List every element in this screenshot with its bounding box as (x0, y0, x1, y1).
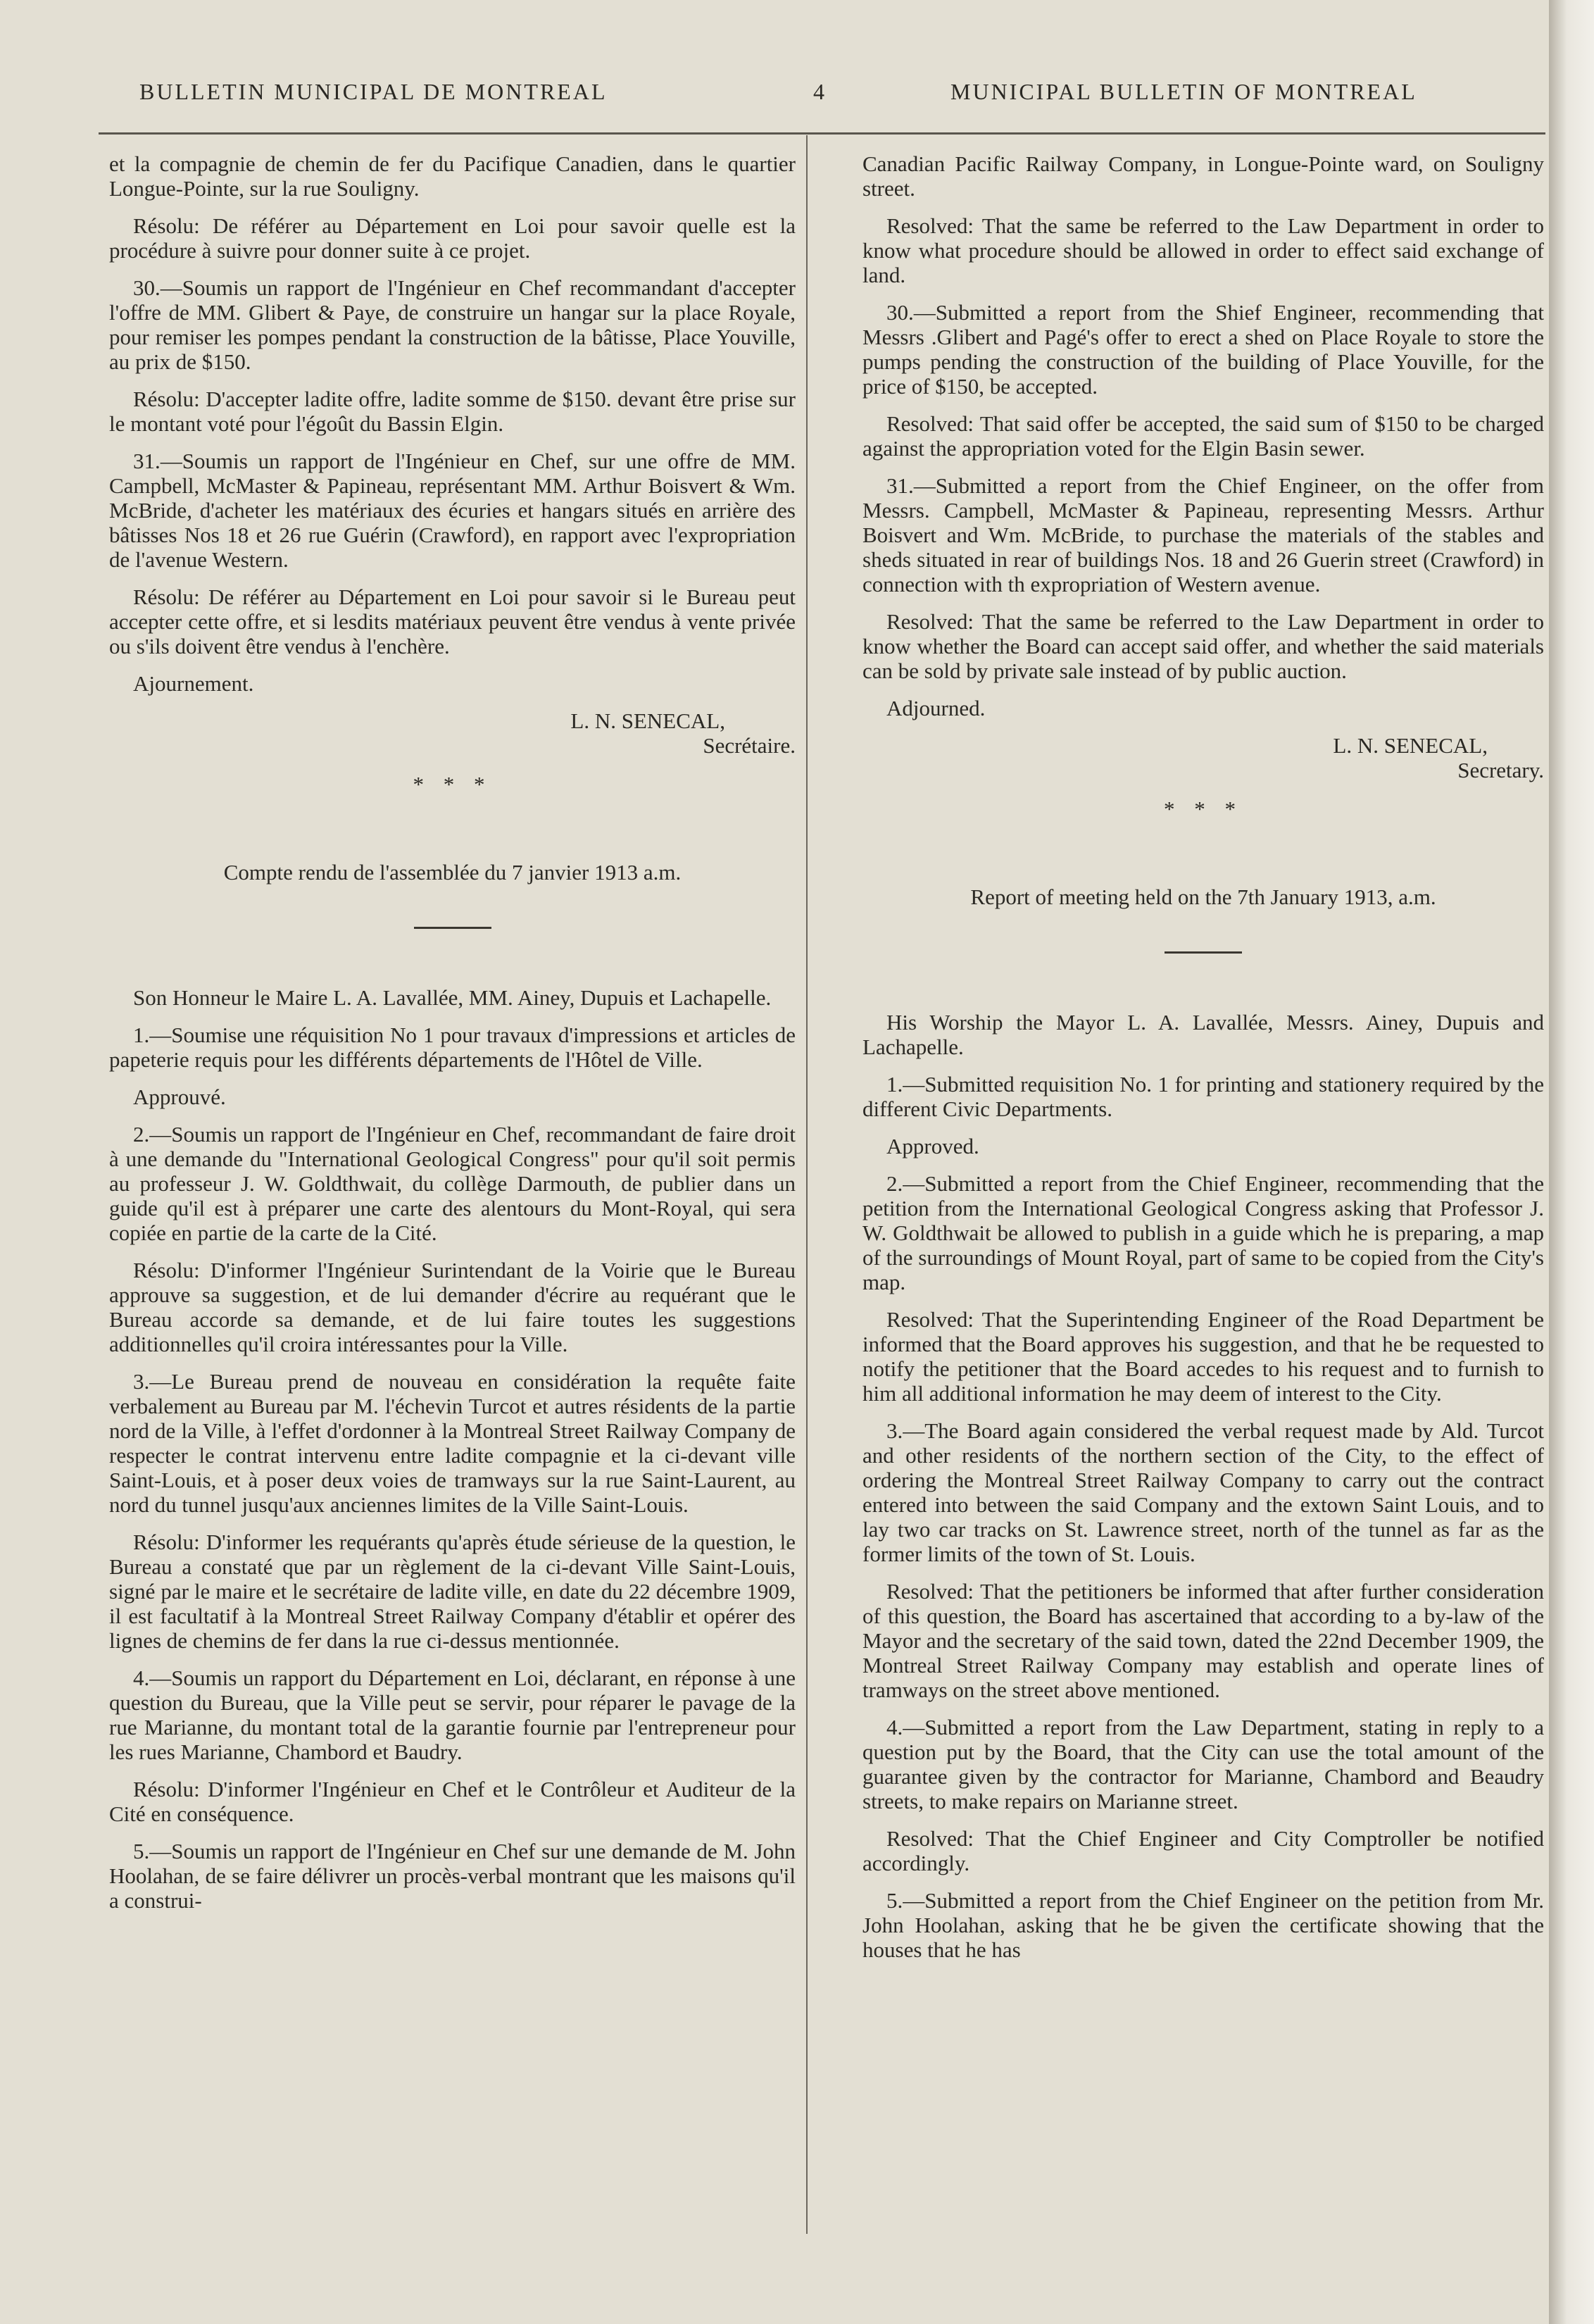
item-2: 2.—Submitted a report from the Chief Engineer, recommending that the petition from the International Geological Congress asking that Professor J. W. Goldthwait be allowed to publish in a guide which he is preparing, a map of the surroundings of Mount Royal, part of same to be copied from the City's map. (862, 1171, 1544, 1294)
item-4: 4.—Soumis un rapport du Département en Loi, déclarant, en réponse à une question du Bureau, que la Ville peut se servir, pour réparer le pavage de la rue Marianne, du montant total de la garantie fournie par l'entrepreneur pour les rues Marianne, Chambord et Baudry. (109, 1666, 796, 1764)
paragraph: Résolu: D'accepter ladite offre, ladite somme de $150. devant être prise sur le montant voté pour l'égoût du Bassin Elgin. (109, 387, 796, 436)
item-1-resolution: Approved. (886, 1134, 979, 1158)
paragraph: Résolu: De référer au Département en Loi pour savoir si le Bureau peut accepter cette offre, et si lesdits matériaux peuvent être vendus à vente privée ou s'ils doivent être vendus à l'enchère. (109, 585, 796, 658)
signature-title: Secrétaire. (703, 733, 796, 758)
header-french-title: BULLETIN MUNICIPAL DE MONTREAL (139, 79, 608, 104)
attendance: Son Honneur le Maire L. A. Lavallée, MM. Ainey, Dupuis et Lachapelle. (133, 985, 772, 1010)
header-english-title: MUNICIPAL BULLETIN OF MONTREAL (950, 79, 1417, 104)
page-number: 4 (813, 79, 827, 104)
paragraph: Resolved: That said offer be accepted, the said sum of $150 to be charged against the appropriation voted for the Elgin Basin sewer. (862, 411, 1544, 461)
title-rule (1165, 951, 1242, 954)
paragraph: 31.—Soumis un rapport de l'Ingénieur en Chef, sur une offre de MM. Campbell, McMaster & Papineau, représentant MM. Arthur Boisvert & Wm. McBride, d'acheter les matériaux des écuries et hangars situés en arrière des bâtisses Nos 18 et 26 rue Guérin (Crawford), en rapport avec l'expropriation de l'avenue Western. (109, 449, 796, 572)
column-divider (806, 135, 808, 2234)
signature-name: L. N. SENECAL, (1333, 733, 1488, 758)
adjournment: Ajournement. (133, 671, 254, 696)
paragraph: Resolved: That the same be referred to the Law Department in order to know what procedure should be allowed in order to effect said exchange of land. (862, 213, 1544, 287)
paragraph: 30.—Submitted a report from the Shief Engineer, recommending that Messrs .Glibert and Pagé's offer to erect a shed on Place Royale to store the pumps pending the construction of the building of Place Youville, for the price of $150, be accepted. (862, 300, 1544, 399)
item-3: 3.—The Board again considered the verbal request made by Ald. Turcot and other residents of the northern section of the City, to the effect of ordering the Montreal Street Railway Company to carry out the contract entered into between the said Company and the extown Saint Louis, and to lay two car tracks on St. Lawrence street, north of the tunnel as far as the former limits of the town of St. Louis. (862, 1418, 1544, 1566)
item-2-resolution: Résolu: D'informer l'Ingénieur Surintendant de la Voirie que le Bureau approuve sa suggestion, et de lui demander d'écrire au requérant que le Bureau accorde sa demande, et de lui faire toutes les suggestions additionnelles qu'il croira intéressantes pour la Ville. (109, 1258, 796, 1356)
paragraph: Resolved: That the same be referred to the Law Department in order to know whether the Board can accept said offer, and whether the said materials can be sold by private sale instead of by public auction. (862, 609, 1544, 683)
french-column (109, 151, 796, 1925)
header-rule (99, 132, 1545, 135)
meeting-report-title: Compte rendu de l'assemblée du 7 janvier 1913 a.m. (223, 860, 682, 885)
title-rule (414, 927, 491, 929)
section-separator: * * * (1164, 796, 1243, 821)
attendance: His Worship the Mayor L. A. Lavallée, Messrs. Ainey, Dupuis and Lachapelle. (862, 1010, 1544, 1059)
item-5: 5.—Submitted a report from the Chief Engineer on the petition from Mr. John Hoolahan, asking that he be given the certificate showing that the houses that he has (862, 1888, 1544, 1962)
item-4-resolution: Résolu: D'informer l'Ingénieur en Chef et le Contrôleur et Auditeur de la Cité en conséquence. (109, 1777, 796, 1826)
item-5: 5.—Soumis un rapport de l'Ingénieur en Chef sur une demande de M. John Hoolahan, de se faire délivrer un procès-verbal montrant que les maisons qu'il a construi- (109, 1839, 796, 1913)
item-1: 1.—Soumise une réquisition No 1 pour travaux d'impressions et articles de papeterie requis pour les différents départements de l'Hôtel de Ville. (109, 1023, 796, 1072)
adjournment: Adjourned. (886, 696, 986, 720)
english-column (862, 151, 1544, 1975)
item-3: 3.—Le Bureau prend de nouveau en considération la requête faite verbalement au Bureau par M. l'échevin Turcot et autres résidents de la partie nord de la Ville, à l'effet d'ordonner à la Montreal Street Railway Company de respecter le contrat intervenu entre ladite compagnie et la ci-devant ville Saint-Louis, et à poser deux voies de tramways sur la rue Saint-Laurent, au nord du tunnel jusqu'aux anciennes limites de la Ville Saint-Louis. (109, 1369, 796, 1517)
item-2-resolution: Resolved: That the Superintending Engineer of the Road Department be informed that the Board approves his suggestion, and that he be requested to notify the petitioner that the Board accedes to his request and to furnish to him all additional information he may deem of interest to the City. (862, 1307, 1544, 1406)
paragraph: 31.—Submitted a report from the Chief Engineer, on the offer from Messrs. Campbell, McMaster & Papineau, representing Messrs. Arthur Boisvert and Wm. McBride, to purchase the materials of the stables and sheds situated in rear of buildings Nos. 18 and 26 Guerin street (Crawford) in connection with th expropriation of Western avenue. (862, 473, 1544, 596)
item-4: 4.—Submitted a report from the Law Department, stating in reply to a question put by the Board, that the City can use the total amount of the guarantee given by the contractor for Marianne, Chambord and Beaudry streets, to make repairs on Marianne street. (862, 1715, 1544, 1813)
paragraph: Canadian Pacific Railway Company, in Longue-Pointe ward, on Souligny street. (862, 151, 1544, 201)
item-1: 1.—Submitted requisition No. 1 for printing and stationery required by the different Civic Departments. (862, 1072, 1544, 1121)
paragraph: et la compagnie de chemin de fer du Pacifique Canadien, dans le quartier Longue-Pointe, sur la rue Souligny. (109, 151, 796, 201)
scan-edge-shadow (1549, 0, 1594, 2324)
item-3-resolution: Résolu: D'informer les requérants qu'après étude sérieuse de la question, le Bureau a constaté que par un règlement de la ci-devant Ville Saint-Louis, signé par le maire et le secrétaire de ladite ville, en date du 22 décembre 1909, il est facultatif à la Montreal Street Railway Company d'établir et opérer des lignes de chemins de fer dans la rue ci-dessus mentionnée. (109, 1530, 796, 1653)
paragraph: 30.—Soumis un rapport de l'Ingénieur en Chef recommandant d'accepter l'offre de MM. Glibert & Paye, de construire un hangar sur la place Royale, pour remiser les pompes pendant la construction de la bâtisse, Place Youville, au prix de $150. (109, 275, 796, 374)
signature-name: L. N. SENECAL, (570, 708, 725, 733)
item-4-resolution: Resolved: That the Chief Engineer and City Comptroller be notified accordingly. (862, 1826, 1544, 1875)
meeting-report-title: Report of meeting held on the 7th January 1913, a.m. (970, 885, 1436, 909)
page-header (0, 79, 1549, 121)
paragraph: Résolu: De référer au Département en Loi pour savoir quelle est la procédure à suivre pour donner suite à ce projet. (109, 213, 796, 263)
signature-title: Secretary. (1457, 758, 1544, 782)
section-separator: * * * (413, 772, 492, 796)
item-2: 2.—Soumis un rapport de l'Ingénieur en Chef, recommandant de faire droit à une demande du "International Geological Congress" pour qu'il soit permis au professeur J. W. Goldthwait, du collège Darmouth, de publier dans un guide qu'il est à préparer une carte des alentours du Mont-Royal, qui sera copiée en partie de la carte de la Cité. (109, 1122, 796, 1245)
item-1-resolution: Approuvé. (133, 1085, 226, 1109)
item-3-resolution: Resolved: That the petitioners be informed that after further consideration of this question, the Board has ascertained that according to a by-law of the Mayor and the secretary of the said town, dated the 22nd December 1909, the Montreal Street Railway Company may establish and operate lines of tramways on the street above mentioned. (862, 1579, 1544, 1702)
